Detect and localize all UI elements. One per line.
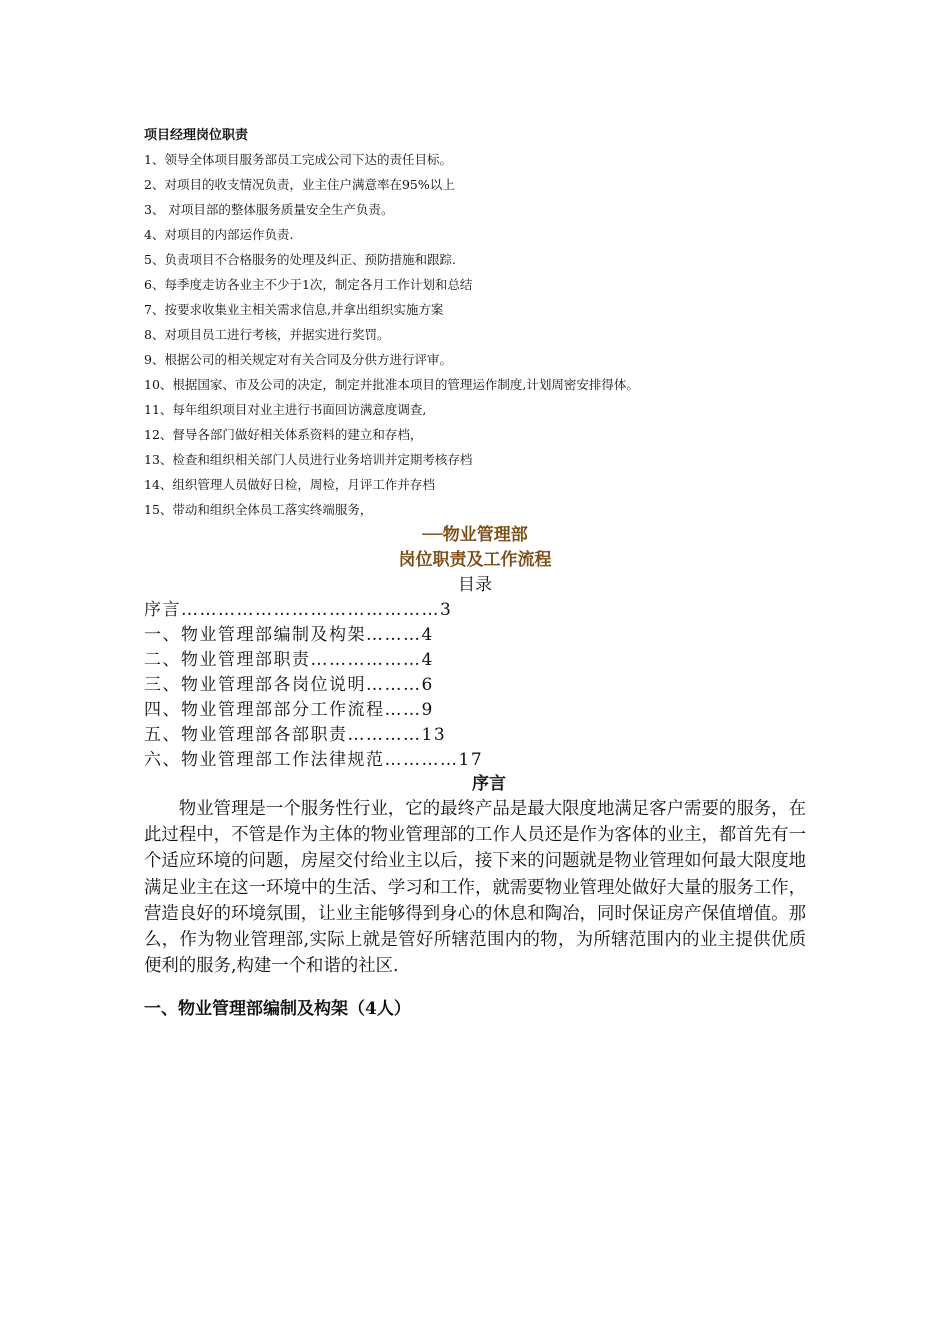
duty-title: 项目经理岗位职责 (144, 128, 249, 143)
toc-title: 目录 (458, 575, 492, 595)
duty-item: 3、 对项目部的整体服务质量安全生产负责。 (144, 202, 394, 217)
duty-item: 4、对项目的内部运作负责. (144, 227, 294, 242)
toc-entry: 二、物业管理部职责………………4 (144, 650, 434, 670)
toc-entry: 五、物业管理部各部职责…………13 (144, 725, 447, 745)
duty-item: 12、督导各部门做好相关体系资料的建立和存档， (144, 427, 423, 442)
duty-item: 7、按要求收集业主相关需求信息,并拿出组织实施方案 (144, 302, 444, 317)
section-heading: 一、物业管理部编制及构架（4人） (144, 999, 411, 1019)
doc-title-line2: 岗位职责及工作流程 (398, 550, 552, 570)
duty-item: 8、对项目员工进行考核，并据实进行奖罚。 (144, 327, 390, 342)
toc-entry: 三、物业管理部各岗位说明………6 (144, 675, 434, 695)
toc-entry: 四、物业管理部部分工作流程……9 (144, 700, 434, 720)
duty-item: 9、根据公司的相关规定对有关合同及分供方进行评审。 (144, 352, 452, 367)
preface-title: 序言 (472, 774, 506, 794)
duty-item: 6、每季度走访各业主不少于1次，制定各月工作计划和总结 (144, 277, 473, 292)
toc-entry: 六、物业管理部工作法律规范…………17 (144, 750, 484, 770)
duty-item: 1、领导全体项目服务部员工完成公司下达的责任目标。 (144, 152, 452, 167)
toc-entry: 一、物业管理部编制及构架………4 (144, 625, 434, 645)
duty-item: 2、对项目的收支情况负责，业主住户满意率在95%以上 (144, 177, 455, 192)
table-of-contents (144, 598, 483, 773)
preface-body: 物业管理是一个服务性行业，它的最终产品是最大限度地满足客户需要的服务，在此过程中，不管是作为主体的物业管理部的工作人员还是作为客体的业主，都首先有一个适应环境的问题，房屋交付给业主以后，接下来的问题就是物业管理如何最大限度地满足业主在这一环境中的生活、学习和工作，就需要物业管理处做好大量的服务工作，营造良好的环境氛围，让业主能够得到身心的休息和陶冶，同时保证房产保值增值。那么，作为物业管理部,实际上就是管好所辖范围内的物，为所辖范围内的业主提供优质便利的服务,构建一个和谐的社区. (144, 799, 806, 977)
duty-item: 15、带动和组织全体员工落实终端服务， (144, 502, 373, 517)
duty-item: 13、检查和组织相关部门人员进行业务培训并定期考核存档 (144, 452, 473, 467)
duty-item: 14、组织管理人员做好日检，周检，月评工作并存档 (144, 477, 435, 492)
duty-item: 10、根据国家、市及公司的决定，制定并批准本项目的管理运作制度,计划周密安排得体。 (144, 377, 639, 392)
doc-title-line1: ──物业管理部 (422, 525, 528, 545)
toc-entry: 序言……………………………………3 (144, 600, 453, 620)
duty-list (144, 150, 639, 525)
duty-item: 5、负责项目不合格服务的处理及纠正、预防措施和跟踪. (144, 252, 456, 267)
duty-item: 11、每年组织项目对业主进行书面回访满意度调查, (144, 402, 427, 417)
